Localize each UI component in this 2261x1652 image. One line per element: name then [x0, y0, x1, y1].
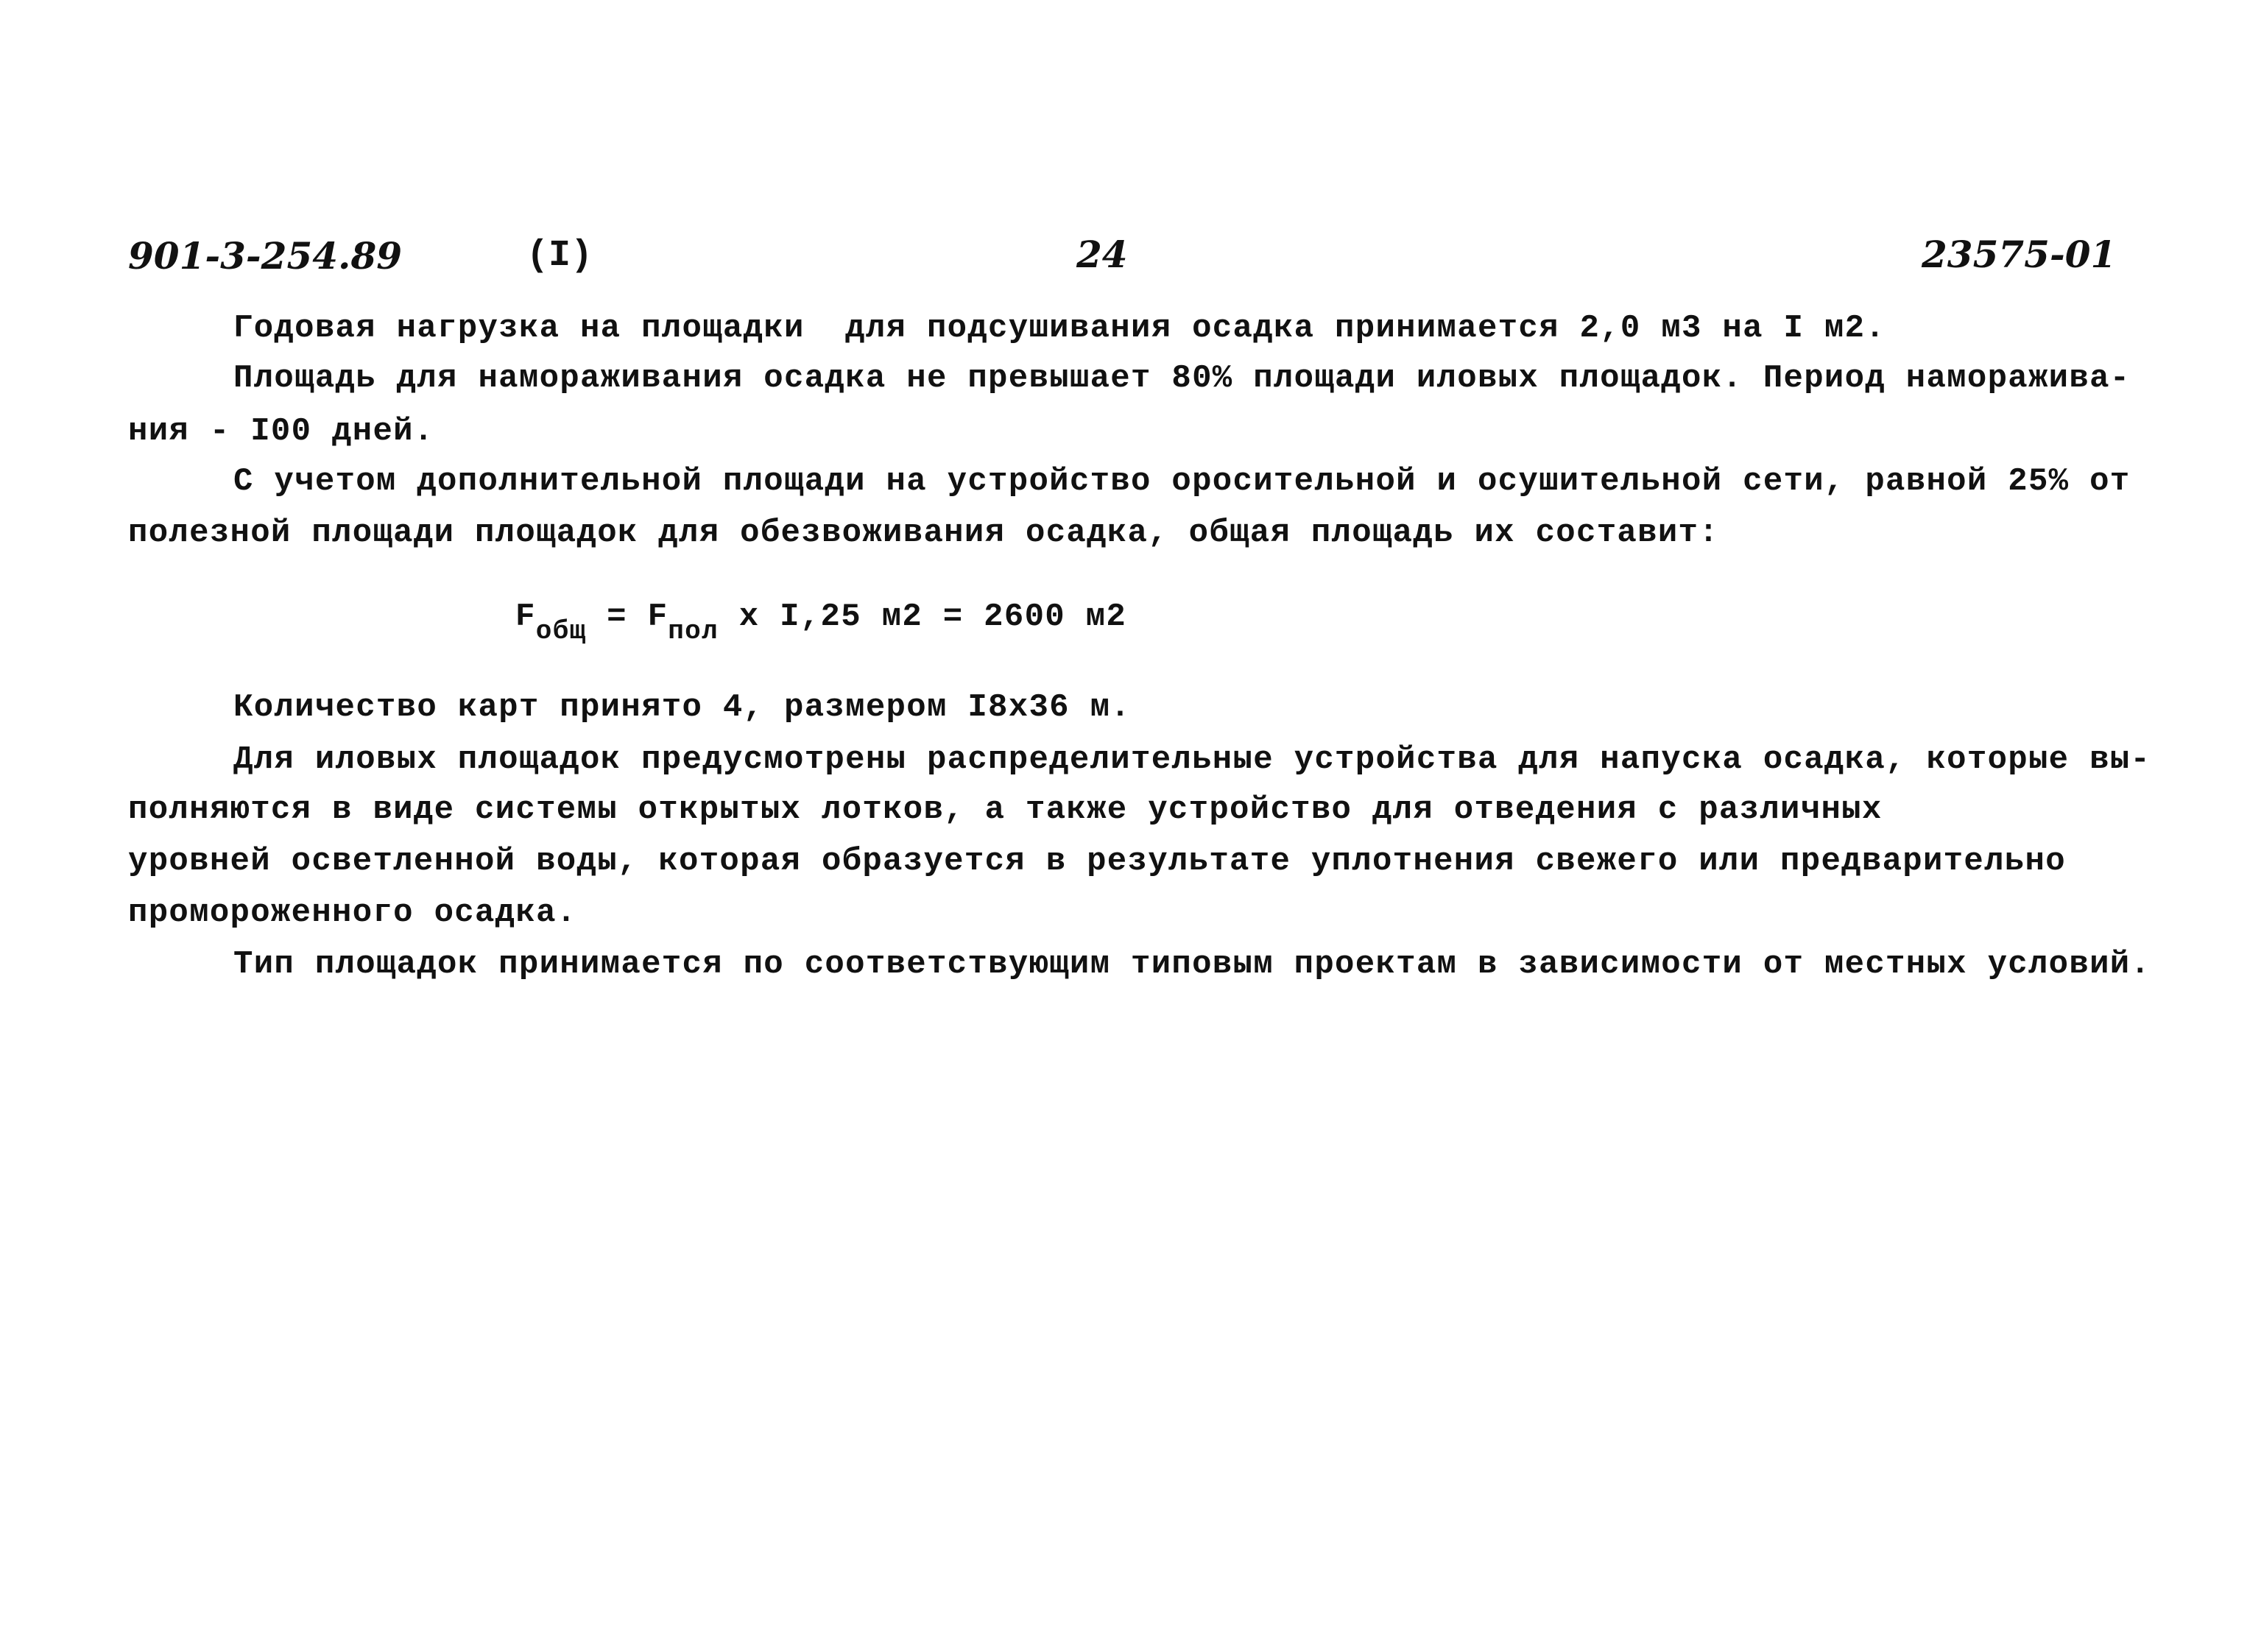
page-number: 24	[1076, 233, 1128, 276]
formula-subscript: пол	[668, 616, 719, 646]
formula-symbol: F	[647, 599, 669, 635]
paragraph-devices-line3: уровней осветленной воды, которая образуется в результате уплотнения свежего или предварительно	[128, 843, 2066, 880]
paragraph-freezing-area-line1: Площадь для намораживания осадка не превышает 80% площади иловых площадок. Период наморажива-	[233, 360, 2131, 397]
formula-subscript: общ	[535, 616, 587, 646]
paragraph-site-type: Тип площадок принимается по соответствующим типовым проектам в зависимости от местных условий.	[233, 946, 2151, 983]
paragraph-devices-line2: полняются в виде системы открытых лотков, а также устройство для отведения с различных	[128, 791, 1883, 828]
formula-result: x I,25 м2 = 2600 м2	[719, 599, 1127, 635]
paragraph-annual-load: Годовая нагрузка на площадки для подсушивания осадка принимается 2,0 м3 на I м2.	[233, 310, 1886, 347]
paragraph-cards: Количество карт принято 4, размером I8x36 м.	[233, 689, 1131, 726]
formula-symbol: F	[515, 599, 536, 635]
document-code: 901-3-254.89	[128, 234, 403, 278]
paragraph-devices-line1: Для иловых площадок предусмотрены распределительные устройства для напуска осадка, которые вы-	[233, 741, 2151, 778]
paragraph-freezing-area-line2: ния - I00 дней.	[128, 413, 434, 450]
inventory-number: 23575-01	[1922, 233, 2117, 276]
area-formula	[515, 598, 1126, 647]
formula-equals: =	[586, 599, 648, 635]
document-part: (I)	[526, 235, 593, 277]
paragraph-devices-line4: промороженного осадка.	[128, 894, 577, 931]
paragraph-total-area-line1: С учетом дополнительной площади на устройство оросительной и осушительной сети, равной 25% от	[233, 463, 2131, 500]
paragraph-total-area-line2: полезной площади площадок для обезвоживания осадка, общая площадь их составит:	[128, 515, 1719, 551]
